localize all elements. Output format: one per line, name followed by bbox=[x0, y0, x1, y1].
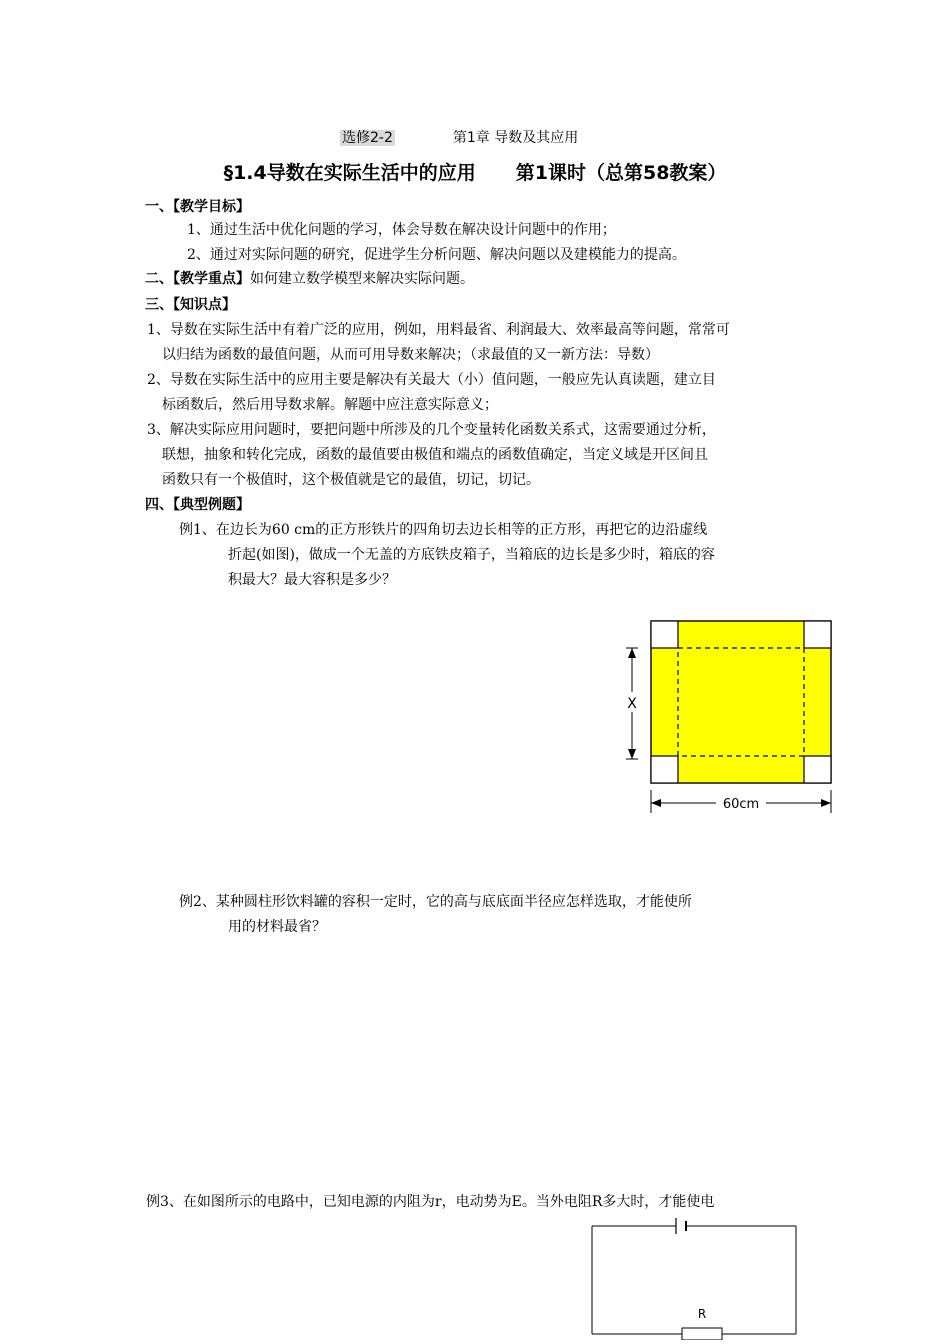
knowledge-item-3 bbox=[147, 418, 716, 493]
chapter-label: 第1章 导数及其应用 bbox=[452, 130, 579, 146]
example-line: 例1、在边长为60 cm的正方形铁片的四角切去边长相等的正方形，再把它的边沿虚线 bbox=[179, 522, 708, 538]
arrow-up-icon bbox=[628, 648, 636, 658]
knowledge-item-1 bbox=[147, 318, 730, 368]
example-line: 例3、在如图所示的电路中，已知电源的内阻为r，电动势为E。当外电阻R多大时，才能使电 bbox=[146, 1194, 715, 1210]
section-heading-key: 二、【教学重点】 bbox=[145, 271, 250, 287]
example-3 bbox=[146, 1190, 714, 1215]
resistor-icon bbox=[682, 1328, 722, 1340]
key-point-text: 如何建立数学模型来解决实际问题。 bbox=[250, 271, 474, 287]
arrow-left-icon bbox=[651, 799, 661, 807]
knowledge-line: 以归结为函数的最值问题，从而可用导数来解决；（求最值的又一新方法：导数） bbox=[162, 347, 659, 363]
page-header bbox=[340, 127, 578, 147]
section-key-points bbox=[145, 268, 474, 288]
box-folding-figure bbox=[618, 614, 840, 818]
resistor-label: R bbox=[697, 1307, 707, 1321]
example-line: 例2、某种圆柱形饮料罐的容积一定时，它的高与底底面半径应怎样选取，才能使所 bbox=[179, 894, 692, 910]
section-heading-examples: 四、【典型例题】 bbox=[145, 497, 250, 513]
page-title bbox=[0, 158, 950, 185]
x-label: X bbox=[627, 696, 637, 712]
objective-item: 2、通过对实际问题的研究，促进学生分析问题、解决问题以及建模能力的提高。 bbox=[187, 247, 686, 263]
knowledge-line: 1、导数在实际生活中有着广泛的应用，例如，用料最省、利润最大、效率最高等问题，常常可 bbox=[147, 322, 730, 338]
corner-cut bbox=[804, 621, 831, 648]
objective-item: 1、通过生活中优化问题的学习，体会导数在解决设计问题中的作用； bbox=[187, 222, 616, 238]
arrow-right-icon bbox=[821, 799, 831, 807]
course-label: 选修2-2 bbox=[342, 130, 393, 146]
knowledge-line: 标函数后，然后用导数求解。解题中应注意实际意义； bbox=[162, 397, 498, 413]
example-1 bbox=[179, 518, 715, 593]
knowledge-line: 3、解决实际应用问题时，要把问题中所涉及的几个变量转化函数关系式，这需要通过分析， bbox=[147, 422, 716, 438]
corner-cut bbox=[651, 756, 678, 783]
example-line: 折起(如图)，做成一个无盖的方底铁皮箱子，当箱底的边长是多少时，箱底的容 bbox=[228, 547, 715, 563]
example-line: 用的材料最省？ bbox=[228, 919, 326, 935]
knowledge-line: 联想，抽象和转化完成，函数的最值要由极值和端点的函数值确定，当定义域是开区间且 bbox=[162, 447, 708, 463]
example-2 bbox=[179, 890, 692, 940]
width-label: 60cm bbox=[722, 797, 760, 812]
circuit-figure bbox=[586, 1218, 802, 1340]
corner-cut bbox=[651, 621, 678, 648]
section-heading-objectives: 一、【教学目标】 bbox=[145, 199, 250, 215]
knowledge-item-2 bbox=[147, 368, 716, 418]
example-line: 积最大？最大容积是多少？ bbox=[228, 572, 396, 588]
arrow-down-icon bbox=[628, 749, 636, 759]
title-sub: 第1课时（总第58教案） bbox=[515, 162, 727, 184]
title-main: §1.4导数在实际生活中的应用 bbox=[223, 162, 476, 184]
knowledge-line: 函数只有一个极值时，这个极值就是它的最值，切记，切记。 bbox=[162, 472, 540, 488]
corner-cut bbox=[804, 756, 831, 783]
knowledge-line: 2、导数在实际生活中的应用主要是解决有关最大（小）值问题，一般应先认真读题，建立目 bbox=[147, 372, 716, 388]
section-heading-knowledge: 三、【知识点】 bbox=[145, 297, 236, 313]
